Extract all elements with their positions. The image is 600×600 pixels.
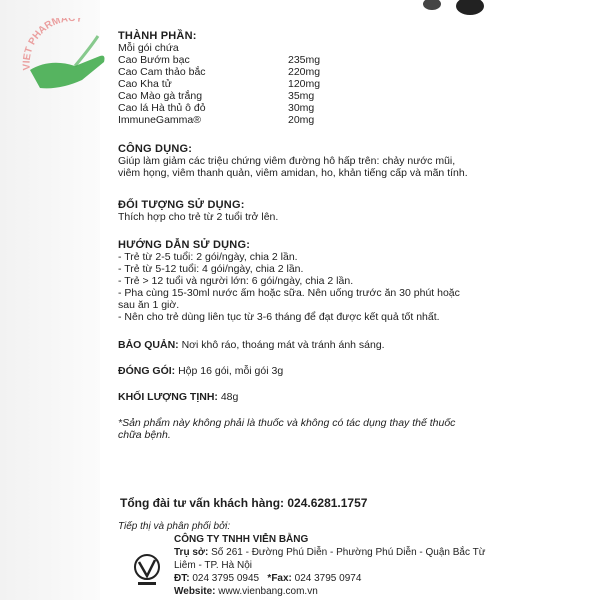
hotline-text: Tổng đài tư vấn khách hàng: 024.6281.1757: [120, 496, 368, 510]
storage-line: BẢO QUẢN: Nơi khô ráo, thoáng mát và tránh ánh sáng.: [118, 339, 385, 351]
target-text: Thích hợp cho trẻ từ 2 tuổi trở lên.: [118, 211, 279, 223]
svg-text:VIET PHARMACY: VIET PHARMACY: [21, 18, 84, 71]
direction-line: - Trẻ > 12 tuổi và người lớn: 6 gói/ngày, chia 2 lần.: [118, 275, 354, 287]
direction-line: - Trẻ từ 2-5 tuổi: 2 gói/ngày, chia 2 lần.: [118, 251, 298, 263]
ingredients-intro: Mỗi gói chứa: [118, 42, 179, 54]
net-weight-line: KHỐI LƯỢNG TỊNH: 48g: [118, 391, 239, 403]
ingredient-row: Cao Cam thảo bắc 220mg: [118, 66, 321, 78]
ingredient-row: Cao Bướm bạc 235mg: [118, 54, 321, 66]
top-illustration: [420, 0, 490, 16]
direction-line: - Pha cùng 15-30ml nước ấm hoặc sữa. Nên uống trước ăn 30 phút hoặc sau ăn 1 giờ.: [118, 287, 460, 311]
direction-line: - Nên cho trẻ dùng liên tục từ 3-6 tháng để đạt được kết quả tốt nhất.: [118, 311, 440, 323]
packaging-line: ĐÓNG GÓI: Hộp 16 gói, mỗi gói 3g: [118, 365, 284, 377]
distributor-intro: Tiếp thị và phân phối bởi:: [118, 521, 231, 532]
disclaimer-text: *Sản phẩm này không phải là thuốc và không có tác dụng thay thế thuốc chữa bệnh.: [118, 417, 456, 441]
company-contact: ĐT: 024 3795 0945 *Fax: 024 3795 0974: [174, 573, 362, 584]
target-heading: ĐỐI TƯỢNG SỬ DỤNG:: [118, 199, 245, 211]
ingredients-heading: THÀNH PHẦN:: [118, 30, 197, 42]
company-website: Website: www.vienbang.com.vn: [174, 586, 318, 597]
company-address: Trụ sở: Số 261 - Đường Phú Diễn - Phường Phú Diễn - Quận Bắc Từ Liêm - TP. Hà Nội: [174, 547, 486, 571]
ingredient-row: ImmuneGamma® 20mg: [118, 114, 315, 126]
watermark-logo: [20, 18, 120, 108]
directions-heading: HƯỚNG DẪN SỬ DỤNG:: [118, 239, 251, 251]
company-logo: [132, 552, 162, 588]
uses-text: Giúp làm giảm các triệu chứng viêm đường hô hấp trên: chảy nước mũi, viêm họng, viêm thanh quản, viêm amidan, ho, khản tiếng cấp và mãn tính.: [118, 155, 468, 179]
uses-heading: CÔNG DỤNG:: [118, 143, 193, 155]
company-info: [174, 533, 488, 598]
ingredient-row: Cao Kha tử 120mg: [118, 78, 321, 90]
direction-line: - Trẻ từ 5-12 tuổi: 4 gói/ngày, chia 2 lần.: [118, 263, 304, 275]
company-name: CÔNG TY TNHH VIỄN BẰNG: [174, 534, 309, 545]
distributor-block: [118, 520, 488, 598]
ingredient-row: Cao Mào gà trắng 35mg: [118, 90, 315, 102]
product-label-text: [118, 30, 478, 441]
ingredient-row: Cao lá Hà thủ ô đỏ 30mg: [118, 102, 315, 114]
